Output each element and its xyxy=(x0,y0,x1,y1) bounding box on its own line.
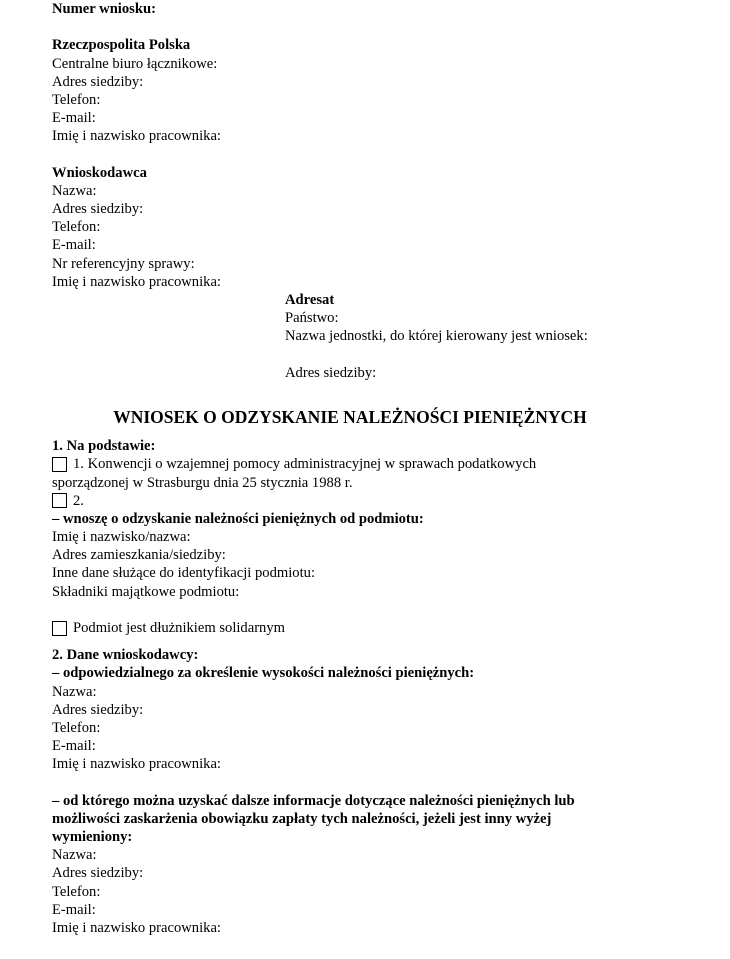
addressee-section xyxy=(285,291,730,382)
option-1-label: 1. Konwencji o wzajemnej pomocy administracyjnej w sprawach podatkowych xyxy=(73,456,537,473)
rp-field: Telefon: xyxy=(52,91,101,108)
info-contact-field: Telefon: xyxy=(52,883,101,900)
section-2-heading: 2. Dane wnioskodawcy: xyxy=(52,647,199,664)
section-1 xyxy=(52,437,712,637)
info-contact-field: Nazwa: xyxy=(52,847,97,864)
responsible-field: Nazwa: xyxy=(52,683,97,700)
option-2-label: 2. xyxy=(73,492,84,509)
applicant-field: E-mail: xyxy=(52,237,96,254)
rp-section xyxy=(52,36,712,145)
applicant-field: Imię i nazwisko pracownika: xyxy=(52,273,221,290)
rp-title: Rzeczpospolita Polska xyxy=(52,37,191,54)
document-page xyxy=(52,0,712,937)
option-2-row xyxy=(52,492,712,510)
section-2-sub2: – od którego można uzyskać dalsze informacje dotyczące należności pieniężnych lub xyxy=(52,792,575,809)
info-contact-field: Imię i nazwisko pracownika: xyxy=(52,920,221,936)
section-2-sub2-cont: możliwości zaskarżenia obowiązku zapłaty tych należności, jeżeli jest inny wyżej xyxy=(52,810,552,827)
request-statement: – wnoszę o odzyskanie należności pieniężnych od podmiotu: xyxy=(52,510,424,527)
applicant-section xyxy=(52,164,712,291)
addressee-country: Państwo: xyxy=(285,310,339,327)
option-1-checkbox[interactable] xyxy=(52,457,67,472)
responsible-field: Imię i nazwisko pracownika: xyxy=(52,756,221,773)
responsible-field: Telefon: xyxy=(52,719,101,736)
addressee-title: Adresat xyxy=(285,292,335,308)
document-title: WNIOSEK O ODZYSKANIE NALEŻNOŚCI PIENIĘŻNYCH xyxy=(113,407,587,428)
rp-field: Imię i nazwisko pracownika: xyxy=(52,128,221,145)
applicant-field: Nr referencyjny sprawy: xyxy=(52,255,195,272)
addressee-unit-name: Nazwa jednostki, do której kierowany jest wniosek: xyxy=(285,328,588,345)
section-2-sub2-cont: wymieniony: xyxy=(52,829,133,846)
option-1-row xyxy=(52,455,712,473)
option-1-label-cont: sporządzonej w Strasburgu dnia 25 stycznia 1988 r. xyxy=(52,474,353,491)
debtor-field: Adres zamieszkania/siedziby: xyxy=(52,547,226,564)
rp-field: E-mail: xyxy=(52,110,96,127)
section-1-heading: 1. Na podstawie: xyxy=(52,438,156,455)
rp-field: Centralne biuro łącznikowe: xyxy=(52,55,218,72)
responsible-field: Adres siedziby: xyxy=(52,701,144,718)
joint-debtor-checkbox[interactable] xyxy=(52,621,67,636)
debtor-field: Inne dane służące do identyfikacji podmiotu: xyxy=(52,565,316,582)
addressee-address: Adres siedziby: xyxy=(285,364,377,381)
rp-field: Adres siedziby: xyxy=(52,73,144,90)
applicant-title: Wnioskodawca xyxy=(52,164,147,181)
applicant-field: Nazwa: xyxy=(52,182,97,199)
joint-debtor-row xyxy=(52,619,712,637)
info-contact-field: E-mail: xyxy=(52,901,96,918)
applicant-field: Telefon: xyxy=(52,219,101,236)
section-2 xyxy=(52,646,712,937)
joint-debtor-label: Podmiot jest dłużnikiem solidarnym xyxy=(73,620,286,636)
debtor-field: Imię i nazwisko/nazwa: xyxy=(52,529,191,546)
info-contact-field: Adres siedziby: xyxy=(52,865,144,882)
responsible-field: E-mail: xyxy=(52,738,96,755)
debtor-field: Składniki majątkowe podmiotu: xyxy=(52,583,240,600)
applicant-field: Adres siedziby: xyxy=(52,201,144,218)
application-number-label: Numer wniosku: xyxy=(52,1,156,17)
section-2-sub1: – odpowiedzialnego za określenie wysokości należności pieniężnych: xyxy=(52,665,475,682)
option-2-checkbox[interactable] xyxy=(52,493,67,508)
